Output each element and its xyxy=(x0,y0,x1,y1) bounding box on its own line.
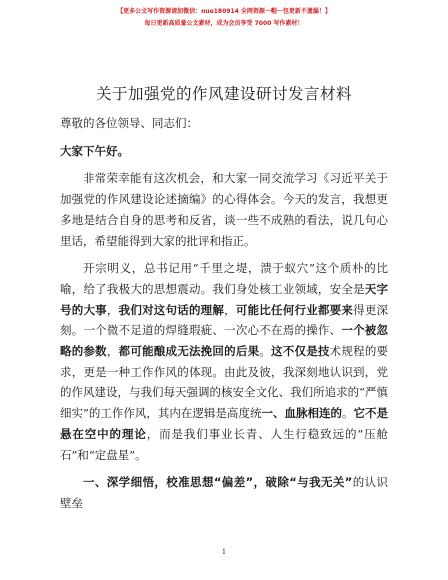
paragraph-2 xyxy=(60,258,388,465)
promo-line-2: 每日更新高质量公文素材，成为会员享受 7000 写作素材！ xyxy=(144,20,304,27)
heading-1-text: 的认识壁垒 xyxy=(60,475,388,510)
p2-text-c: ， xyxy=(106,302,119,317)
p2-bold-p: 它不是悬在空中的理论 xyxy=(60,406,389,441)
p2-text-i: ， xyxy=(106,344,119,359)
heading-1-bold: 一、深学细悟，校准思想“偏差”，破除“与我无关” xyxy=(83,475,353,490)
p2-bold-h: 一个被忽略的参数 xyxy=(60,323,389,359)
p2-bold-d: 我们对这句话的理解 xyxy=(118,302,225,317)
p2-text-g: 得更深刻。一个微不足道的焊缝瑕疵、一次心不在焉的操作、 xyxy=(60,302,389,338)
document-body xyxy=(60,113,388,521)
p2-text-o: 。 xyxy=(341,406,354,421)
section-heading-1 xyxy=(60,472,388,513)
p2-text-a: 开宗明义，总书记用“千里之堤，溃于蚁穴”这个质朴的比喻，给了我极大的思想震动。我们身处核工业领域，安全是 xyxy=(60,261,388,296)
p2-bold-n: 一、血脉相连的 xyxy=(261,406,342,421)
p2-bold-l: 这不仅是技 xyxy=(271,344,330,359)
p2-bold-j: 都可能酿成无法挽回的后果 xyxy=(118,344,260,359)
promo-line-1: 【更多公文写作资源请加微信：nuo180914 全网资源一帽一包更新不遗漏！】 xyxy=(117,8,331,15)
promo-banner xyxy=(0,6,448,30)
p2-bold-b: 天字号的大事 xyxy=(60,281,389,317)
document-title: 关于加强党的作风建设研讨发言材料 xyxy=(95,85,352,103)
greeting: 大家下午好。 xyxy=(60,143,129,158)
p2-text-k: 。 xyxy=(259,344,272,359)
p2-text-q: ，而是我们事业长青、人生行稳致远的“压舱石”和“定盘星”。 xyxy=(60,426,388,462)
paragraph-1 xyxy=(60,168,388,251)
salutation: 尊敬的各位领导、同志们： xyxy=(60,116,198,130)
p2-text-m: 术规程的要求，更是一种工作作风的体现。由此及彼，我深刻地认识到，党的作风建设，与我们每天强调的核安全文化、我们所追求的“严慎细实”的工作作风，其内在逻辑是高度统 xyxy=(60,344,389,421)
page-number: 1 xyxy=(221,548,227,556)
p2-bold-f: 可能比任何行业都要来 xyxy=(235,302,354,317)
paragraph-1-text: 非常荣幸能有这次机会，和大家一同交流学习《习近平关于加强党的作风建设论述摘编》的心得体会。今天的发言，我想更多地是结合自身的思考和反省，谈一些不成熟的看法，说几句心里话，希望能得到大家的批评和指正。 xyxy=(60,171,388,248)
p2-text-e: ， xyxy=(224,302,236,317)
